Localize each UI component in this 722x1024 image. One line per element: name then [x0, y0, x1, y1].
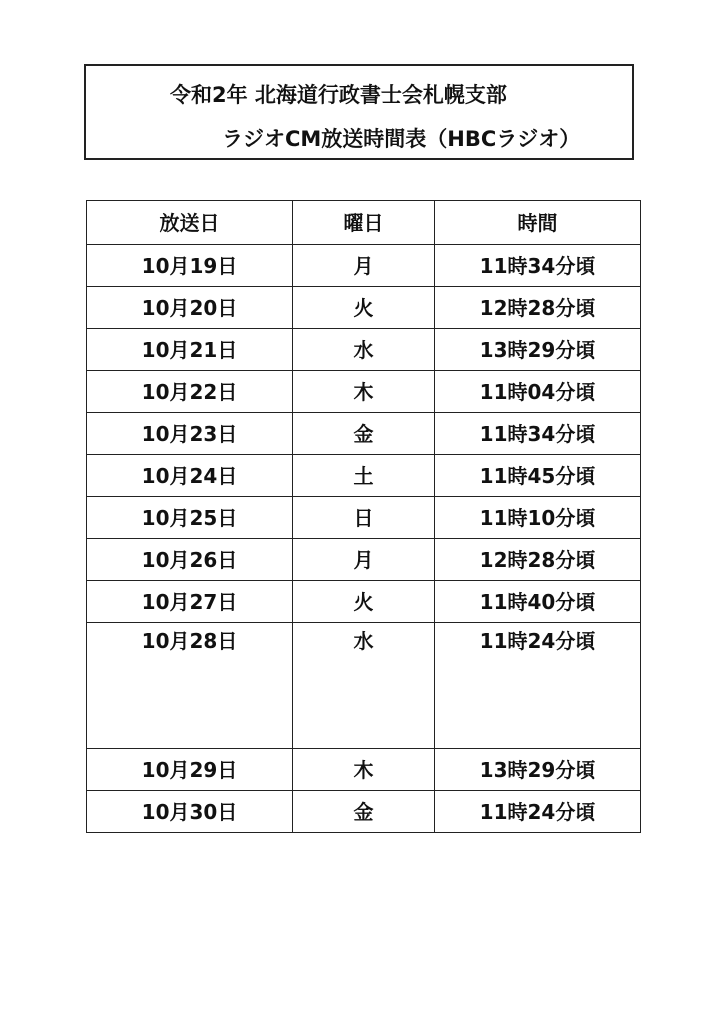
cell-time: 11時45分頃	[435, 455, 641, 497]
table-row	[87, 455, 641, 497]
cell-date: 10月28日	[87, 623, 293, 749]
table-row	[87, 497, 641, 539]
cell-day: 水	[293, 623, 435, 749]
cell-time: 13時29分頃	[435, 749, 641, 791]
cell-date: 10月29日	[87, 749, 293, 791]
table-row	[87, 749, 641, 791]
table-row	[87, 623, 641, 749]
cell-time: 11時34分頃	[435, 245, 641, 287]
header-weekday: 曜日	[293, 201, 435, 245]
cell-day: 火	[293, 287, 435, 329]
cell-time: 12時28分頃	[435, 287, 641, 329]
cell-time: 11時24分頃	[435, 791, 641, 833]
cell-date: 10月26日	[87, 539, 293, 581]
cell-day: 月	[293, 539, 435, 581]
table-row	[87, 413, 641, 455]
table-row	[87, 287, 641, 329]
cell-time: 12時28分頃	[435, 539, 641, 581]
cell-day: 木	[293, 371, 435, 413]
cell-time: 11時40分頃	[435, 581, 641, 623]
cell-date: 10月20日	[87, 287, 293, 329]
cell-day: 月	[293, 245, 435, 287]
header-time: 時間	[435, 201, 641, 245]
cell-date: 10月25日	[87, 497, 293, 539]
cell-time: 11時34分頃	[435, 413, 641, 455]
cell-date: 10月19日	[87, 245, 293, 287]
broadcast-schedule-table	[86, 200, 641, 833]
cell-day: 日	[293, 497, 435, 539]
cell-day: 土	[293, 455, 435, 497]
page-subtitle: ラジオCM放送時間表（HBCラジオ）	[222, 127, 581, 151]
table-row	[87, 329, 641, 371]
cell-date: 10月21日	[87, 329, 293, 371]
cell-day: 金	[293, 413, 435, 455]
table-row	[87, 791, 641, 833]
cell-date: 10月22日	[87, 371, 293, 413]
cell-day: 木	[293, 749, 435, 791]
cell-date: 10月24日	[87, 455, 293, 497]
cell-day: 水	[293, 329, 435, 371]
header-broadcast-date: 放送日	[87, 201, 293, 245]
table-row	[87, 371, 641, 413]
table-row	[87, 539, 641, 581]
cell-date: 10月30日	[87, 791, 293, 833]
table-header-row	[87, 201, 641, 245]
table-row	[87, 245, 641, 287]
cell-day: 金	[293, 791, 435, 833]
page-title: 令和2年 北海道行政書士会札幌支部	[170, 83, 507, 107]
cell-time: 11時10分頃	[435, 497, 641, 539]
cell-date: 10月23日	[87, 413, 293, 455]
cell-day: 火	[293, 581, 435, 623]
cell-date: 10月27日	[87, 581, 293, 623]
cell-time: 13時29分頃	[435, 329, 641, 371]
title-box	[84, 64, 634, 160]
cell-time: 11時04分頃	[435, 371, 641, 413]
cell-time: 11時24分頃	[435, 623, 641, 749]
table-row	[87, 581, 641, 623]
